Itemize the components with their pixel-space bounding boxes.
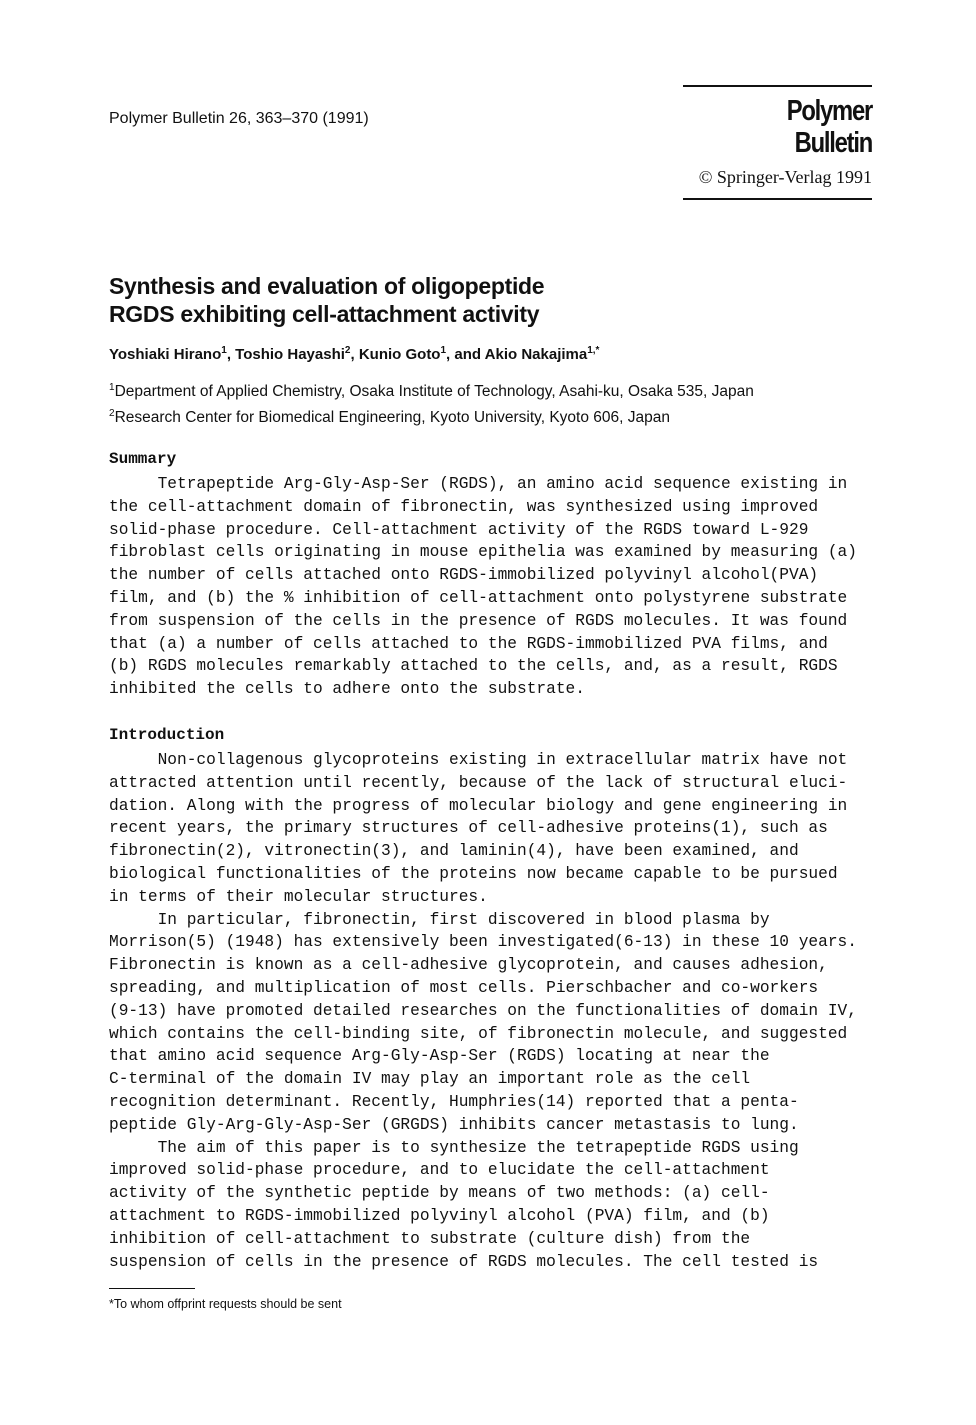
citation: Polymer Bulletin 26, 363–370 (1991) bbox=[109, 110, 369, 127]
author-list bbox=[109, 345, 599, 363]
brand-bottom-rule bbox=[683, 198, 872, 200]
summary-body bbox=[109, 473, 857, 701]
title-line: RGDS exhibiting cell-attachment activity bbox=[109, 301, 540, 327]
brand-top-rule bbox=[683, 85, 872, 87]
author-separator: , and bbox=[446, 346, 485, 363]
text-line: dation. Along with the progress of molecular biology and gene engineering in bbox=[109, 796, 848, 815]
author-affiliation-mark: 1 bbox=[440, 345, 447, 356]
summary-heading: Summary bbox=[109, 450, 177, 468]
text-line: Morrison(5) (1948) has extensively been investigated(6-13) in these 10 years. bbox=[109, 933, 857, 952]
author-name: Yoshiaki Hirano bbox=[109, 346, 222, 363]
text-line: activity of the synthetic peptide by means of two methods: (a) cell- bbox=[109, 1184, 770, 1203]
author-separator: , bbox=[350, 346, 359, 363]
text-line: (b) RGDS molecules remarkably attached to the cells, and, as a result, RGDS bbox=[109, 657, 838, 676]
footnote-rule bbox=[109, 1288, 195, 1289]
text-line: spreading, and multiplication of most cells. Pierschbacher and co-workers bbox=[109, 978, 819, 997]
text-line: solid-phase procedure. Cell-attachment activity of the RGDS toward L-929 bbox=[109, 520, 809, 539]
text-line: Tetrapeptide Arg-Gly-Asp-Ser (RGDS), an amino acid sequence existing in bbox=[109, 475, 848, 493]
text-line: Non-collagenous glycoproteins existing in extracellular matrix have not bbox=[109, 751, 848, 769]
author-affiliation-mark: 1 bbox=[221, 345, 227, 356]
text-line: which contains the cell-binding site, of fibronectin molecule, and suggested bbox=[109, 1024, 848, 1043]
text-line: Fibronectin is known as a cell-adhesive glycoprotein, and causes adhesion, bbox=[109, 956, 828, 975]
affiliation-text: Department of Applied Chemistry, Osaka Institute of Technology, Asahi-ku, Osaka 535, Japan bbox=[114, 383, 754, 401]
text-line: that (a) a number of cells attached to the RGDS-immobilized PVA films, and bbox=[109, 634, 828, 653]
affiliation-text: Research Center for Biomedical Engineering, Kyoto University, Kyoto 606, Japan bbox=[114, 409, 670, 427]
text-line: C-terminal of the domain IV may play an important role as the cell bbox=[109, 1070, 751, 1089]
text-line: recognition determinant. Recently, Humphries(14) reported that a penta- bbox=[109, 1092, 799, 1111]
text-line: that amino acid sequence Arg-Gly-Asp-Ser (RGDS) locating at near the bbox=[109, 1047, 770, 1066]
introduction-heading: Introduction bbox=[109, 726, 225, 744]
author-name: Kunio Goto bbox=[358, 346, 441, 363]
text-line: peptide Gly-Arg-Gly-Asp-Ser (GRGDS) inhibits cancer metastasis to lung. bbox=[109, 1115, 799, 1134]
text-line: fibroblast cells originating in mouse epithelia was examined by measuring (a) bbox=[109, 543, 857, 562]
text-line: improved solid-phase procedure, and to elucidate the cell-attachment bbox=[109, 1161, 770, 1180]
text-line: recent years, the primary structures of cell-adhesive proteins(1), such as bbox=[109, 819, 828, 838]
text-line: (9-13) have promoted detailed researches on the functionalities of domain IV, bbox=[109, 1001, 857, 1020]
text-line: In particular, fibronectin, first discovered in blood plasma by bbox=[109, 910, 770, 929]
author-name: Akio Nakajima bbox=[484, 346, 588, 363]
text-line: biological functionalities of the proteins now became capable to be pursued bbox=[109, 864, 838, 883]
publisher-copyright: © Springer-Verlag 1991 bbox=[698, 167, 872, 187]
author-separator: , bbox=[226, 346, 236, 363]
title-line: Synthesis and evaluation of oligopeptide bbox=[109, 273, 545, 299]
footnote: *To whom offprint requests should be sent bbox=[109, 1297, 342, 1311]
text-line: the number of cells attached onto RGDS-immobilized polyvinyl alcohol(PVA) bbox=[109, 566, 819, 585]
affiliation bbox=[109, 403, 754, 429]
text-line: inhibition of cell-attachment to substrate (culture dish) from the bbox=[109, 1229, 751, 1248]
affiliation-mark: 2 bbox=[109, 408, 115, 420]
text-line: attracted attention until recently, because of the lack of structural eluci- bbox=[109, 773, 848, 792]
journal-name: Polymer Bulletin bbox=[786, 95, 872, 159]
text-line: The aim of this paper is to synthesize the tetrapeptide RGDS using bbox=[109, 1138, 799, 1157]
text-line: inhibited the cells to adhere onto the substrate. bbox=[109, 680, 585, 699]
text-line: film, and (b) the % inhibition of cell-attachment onto polystyrene substrate bbox=[109, 588, 848, 607]
author-name: Toshio Hayashi bbox=[235, 346, 345, 363]
text-line: the cell-attachment domain of fibronectin, was synthesized using improved bbox=[109, 497, 819, 516]
author-affiliation-mark: 2 bbox=[344, 345, 351, 356]
journal-brand-block bbox=[683, 85, 872, 200]
introduction-body bbox=[109, 749, 857, 1273]
affiliation-mark: 1 bbox=[109, 382, 115, 393]
affiliation bbox=[109, 377, 754, 403]
text-line: suspension of cells in the presence of RGDS molecules. The cell tested is bbox=[109, 1252, 819, 1271]
text-line: from suspension of the cells in the presence of RGDS molecules. It was found bbox=[109, 611, 848, 630]
paper-title bbox=[109, 272, 544, 328]
text-line: fibronectin(2), vitronectin(3), and laminin(4), have been examined, and bbox=[109, 842, 799, 861]
affiliations bbox=[109, 377, 754, 429]
text-line: in terms of their molecular structures. bbox=[109, 887, 488, 906]
author-affiliation-mark: 1,* bbox=[587, 345, 600, 356]
text-line: attachment to RGDS-immobilized polyvinyl alcohol (PVA) film, and (b) bbox=[109, 1206, 770, 1225]
